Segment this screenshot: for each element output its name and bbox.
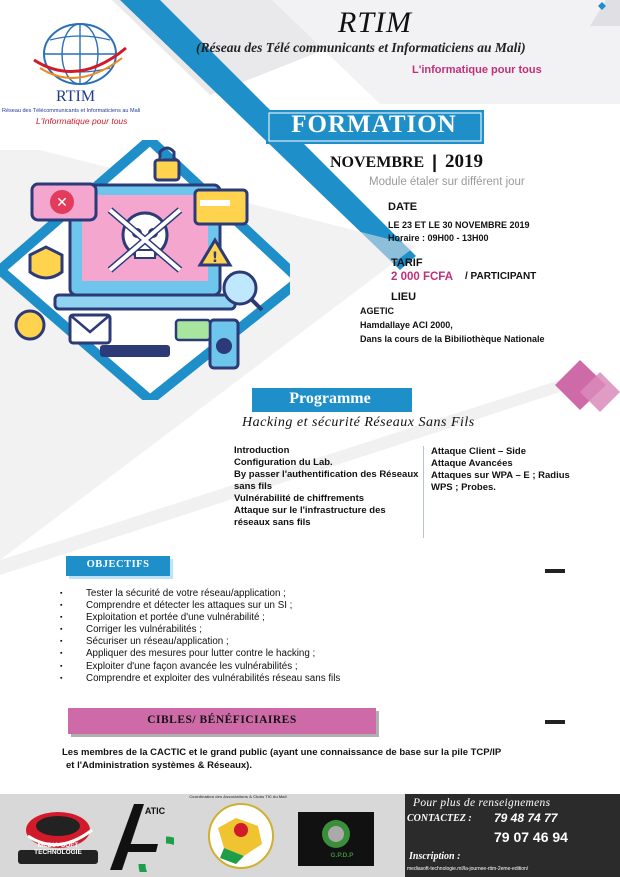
logo-name: RTIM [56,88,96,105]
logo-full-name: Réseau des Télécommunicants et Informaticiens au Mali [2,108,141,114]
inscription-label: Inscription : [409,851,461,862]
cibles-description: Les membres de la CACTIC et le grand public (ayant une connaissance de base sur la pile TCP/IP [62,747,502,758]
partner-name: Coordination des Associations & Clubs TIC du Mali [189,794,287,799]
module-item: Attaque Client – Side [431,446,527,457]
partner-name: MEDIA-SOFT TECHNOLOGIE [34,842,82,856]
media-soft-logo [18,806,98,868]
svg-text:✕: ✕ [56,195,68,211]
module-item: Configuration du Lab. [234,457,333,468]
modules-left [234,445,424,529]
lieu-label: LIEU [391,291,417,303]
objectif-item: ▪ Exploiter d'une façon avancée les vulnérabilités ; [60,661,460,673]
programme-subtitle: Hacking et sécurité Réseaux Sans Fils [242,415,475,430]
objectif-item: ▪ Comprendre et détecter les attaques sur un SI ; [60,600,460,612]
place-line: AGETIC [360,306,395,316]
module-item: Attaques sur WPA – E ; Radius [431,470,570,481]
cibles-description: et l'Administration systèmes & Réseaux). [66,760,252,771]
page-subtitle: (Réseau des Télé communicants et Informaticiens au Mali) [196,40,526,55]
module-note: Module étaler sur différent jour [369,176,525,188]
objectifs-list [60,588,460,685]
decorative-dash [545,569,565,573]
price-value: 2 000 FCFA [391,271,453,283]
formation-title: FORMATION [291,111,457,138]
phone-number[interactable]: 79 07 46 94 [494,829,568,845]
programme-title: Programme [289,390,371,407]
formation-month: NOVEMBRE [330,154,425,171]
date-label: DATE [388,201,418,213]
modules-divider [423,446,424,538]
modules-right [431,446,591,494]
cibles-title: CIBLES/ BÉNÉFICIAIRES [147,714,297,726]
decorative-dash [545,720,565,724]
module-item: By passer l'authentification des Réseaux sans fils [234,469,419,492]
contact-label: CONTACTEZ : [407,813,472,824]
objectif-item: ▪ Sécuriser un réseau/application ; [60,636,460,648]
formation-year: 2019 [445,151,483,172]
month-year-separator: | [432,152,438,172]
hours-value: Horaire : 09H00 - 13H00 [388,233,489,243]
security-illustration [0,140,290,400]
module-item: Attaque Avancées [431,458,513,469]
objectif-item: ▪ Appliquer des mesures pour lutter contre le hacking ; [60,648,460,660]
objectif-item: ▪ Exploitation et portée d'une vulnérabilité ; [60,612,460,624]
header-tagline: L'informatique pour tous [412,64,542,76]
cactic-logo [196,800,286,872]
place-line: Dans la cours de la Bibiliothèque Nationale [360,334,545,344]
per-participant: / PARTICIPANT [465,271,537,282]
phone-number[interactable]: 79 48 74 77 [494,811,558,825]
module-item: Introduction [234,445,290,456]
objectif-item: ▪ Comprendre et exploiter des vulnérabilités réseau sans fils [60,673,460,685]
partner-name: ATIC [144,806,166,816]
page-title: RTIM [338,6,412,39]
place-line: Hamdallaye ACI 2000, [360,320,453,330]
inscription-link[interactable]: mediasoft-technologie.ml/la-journee-rtim-2eme-edition/ [407,866,529,872]
contact-title: Pour plus de renseignemens [413,797,551,809]
logo-tagline: L'Informatique pour tous [36,116,128,126]
objectifs-title: OBJECTIFS [86,559,150,570]
module-item: WPS ; Probes. [431,482,496,493]
tarif-label: TARIF [391,257,423,269]
partner-name: G.P.D.P [330,852,354,859]
module-item: Vulnérabilité de chiffrements [234,493,365,504]
date-value: LE 23 ET LE 30 NOVEMBRE 2019 [388,220,530,230]
objectif-item: ▪ Tester la sécurité de votre réseau/application ; [60,588,460,600]
rtim-globe-logo [28,18,128,88]
objectif-item: ▪ Corriger les vulnérabilités ; [60,624,460,636]
module-item: Attaque sur le l'infrastructure des réseaux sans fils [234,505,386,528]
svg-text:!: ! [211,250,219,266]
